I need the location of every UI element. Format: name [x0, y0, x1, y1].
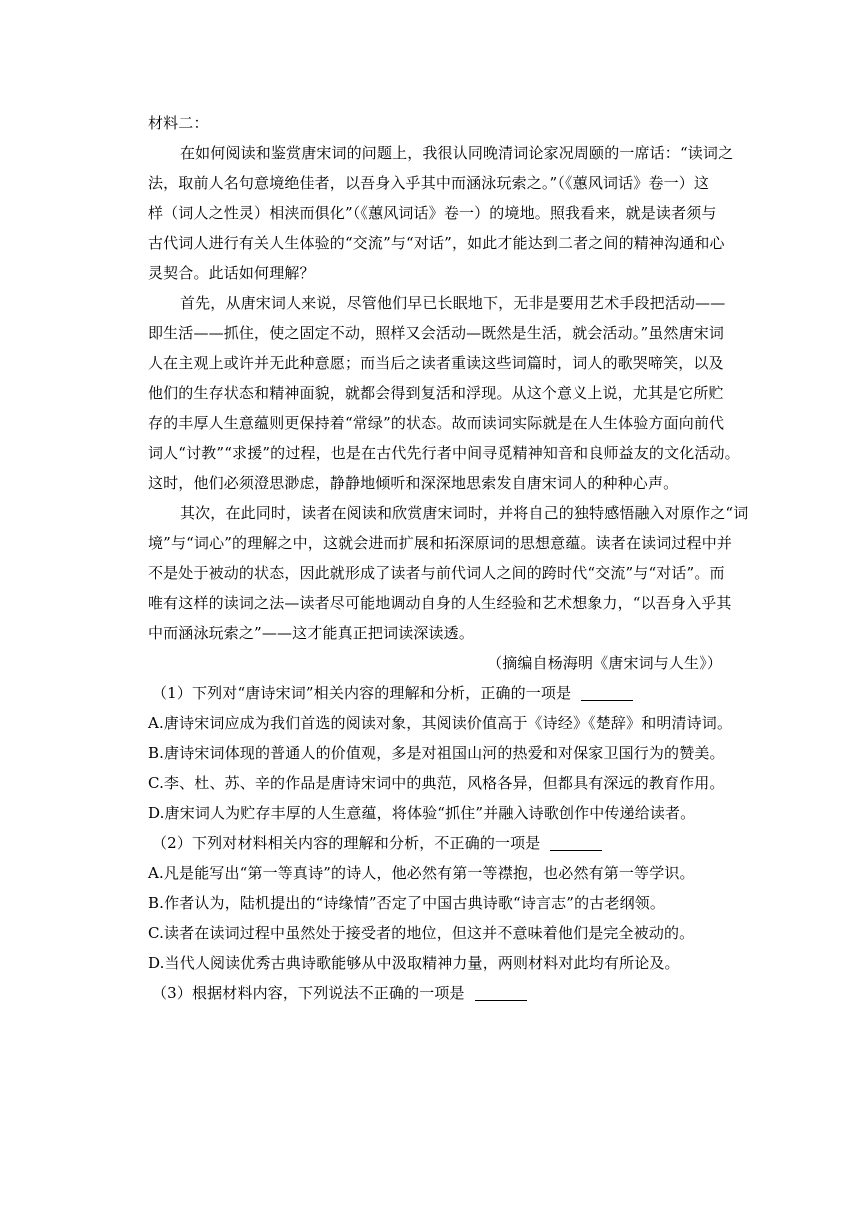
answer-blank[interactable] [550, 834, 602, 851]
question-stem-text: （2）下列对材料相关内容的理解和分析，不正确的一项是 [152, 834, 541, 852]
paragraph-line: 即生活——抓住，使之固定不动，照样又会活动—既然是生活，就会活动。”虽然唐宋词 [148, 324, 725, 342]
question-option: B.作者认为，陆机提出的“诗缘情”否定了中国古典诗歌“诗言志”的古老纲领。 [148, 894, 666, 912]
paragraph-line: 首先，从唐宋词人来说，尽管他们早已长眠地下，无非是要用艺术手段把活动—— [180, 294, 726, 312]
question-option: D.唐宋词人为贮存丰厚的人生意蕴，将体验“抓住”并融入诗歌创作中传递给读者。 [148, 804, 696, 822]
paragraph-line: 灵契合。此话如何理解？ [148, 264, 315, 282]
document-page [148, 108, 749, 1008]
question-2 [148, 828, 726, 978]
question-stem [148, 978, 726, 1008]
paragraph-line: 古代词人进行有关人生体验的“交流”与“对话”，如此才能达到二者之间的精神沟通和心 [148, 234, 725, 252]
question-1 [148, 678, 733, 828]
question-option: C.读者在读词过程中虽然处于接受者的地位，但这并不意味着他们是完全被动的。 [148, 924, 695, 942]
source-citation: （摘编自杨海明《唐宋词与人生》） [487, 654, 722, 672]
paragraph-2 [148, 288, 740, 498]
answer-blank[interactable] [475, 984, 527, 1001]
paragraph-line: 存的丰厚人生意蕴则更保持着“常绿”的状态。故而读词实际就是在人生体验方面向前代 [148, 414, 725, 432]
paragraph-line: 法，取前人名句意境绝佳者，以吾身入乎其中而涵泳玩索之。”（《蕙风词话》卷一）这 [148, 174, 710, 192]
paragraph-line: 他们的生存状态和精神面貌，就都会得到复活和浮现。从这个意义上说，尤其是它所贮 [148, 384, 724, 402]
paragraph-1 [148, 138, 734, 288]
question-3 [148, 978, 726, 1008]
paragraph-line: 中而涵泳玩索之”——这才能真正把词读深读透。 [148, 624, 474, 642]
paragraph-line: 唯有这样的读词之法—读者尽可能地调动自身的人生经验和艺术想象力，“以吾身入乎其 [148, 594, 732, 612]
question-stem-text: （1）下列对“唐诗宋词”相关内容的理解和分析，正确的一项是 [152, 684, 572, 702]
question-stem [148, 678, 726, 708]
answer-blank[interactable] [581, 684, 633, 701]
paragraph-line: 词人“讨教”“求援”的过程，也是在古代先行者中间寻觅精神知音和良师益友的文化活动。 [148, 444, 740, 462]
section-heading: 材料二： [148, 114, 209, 132]
question-option: C.李、杜、苏、辛的作品是唐诗宋词中的典范，风格各异，但都具有深远的教育作用。 [148, 774, 725, 792]
paragraph-line: 在如何阅读和鉴赏唐宋词的问题上，我很认同晚清词论家况周颐的一席话：“读词之 [180, 144, 734, 162]
paragraph-line: 其次，在此同时，读者在阅读和欣赏唐宋词时，并将自己的独特感悟融入对原作之“词 [180, 504, 749, 522]
paragraph-line: 人在主观上或许并无此种意愿；而当后之读者重读这些词篇时，词人的歌哭啼笑，以及 [148, 354, 724, 372]
paragraph-line: 样（词人之性灵）相浃而俱化”（《蕙风词话》卷一）的境地。照我看来，就是读者须与 [148, 204, 717, 222]
paragraph-line: 这时，他们必须澄思渺虑，静静地倾听和深深地思索发自唐宋词人的种种心声。 [148, 474, 679, 492]
question-option: A.凡是能写出“第一等真诗”的诗人，他必然有第一等襟抱，也必然有第一等学识。 [148, 864, 695, 882]
paragraph-line: 境”与“词心”的理解之中，这就会进而扩展和拓深原词的思想意蕴。读者在读词过程中并 [148, 534, 733, 552]
question-stem-text: （3）根据材料内容，下列说法不正确的一项是 [152, 984, 465, 1002]
question-stem [148, 828, 726, 858]
question-option: B.唐诗宋词体现的普通人的价值观，多是对祖国山河的热爱和对保家卫国行为的赞美。 [148, 744, 725, 762]
question-option: D.当代人阅读优秀古典诗歌能够从中汲取精神力量，两则材料对此均有所论及。 [148, 954, 680, 972]
paragraph-line: 不是处于被动的状态，因此就形成了读者与前代词人之间的跨时代“交流”与“对话”。而 [148, 564, 725, 582]
paragraph-3 [148, 498, 749, 648]
question-option: A.唐诗宋词应成为我们首选的阅读对象，其阅读价值高于《诗经》《楚辞》和明清诗词。 [148, 714, 733, 732]
